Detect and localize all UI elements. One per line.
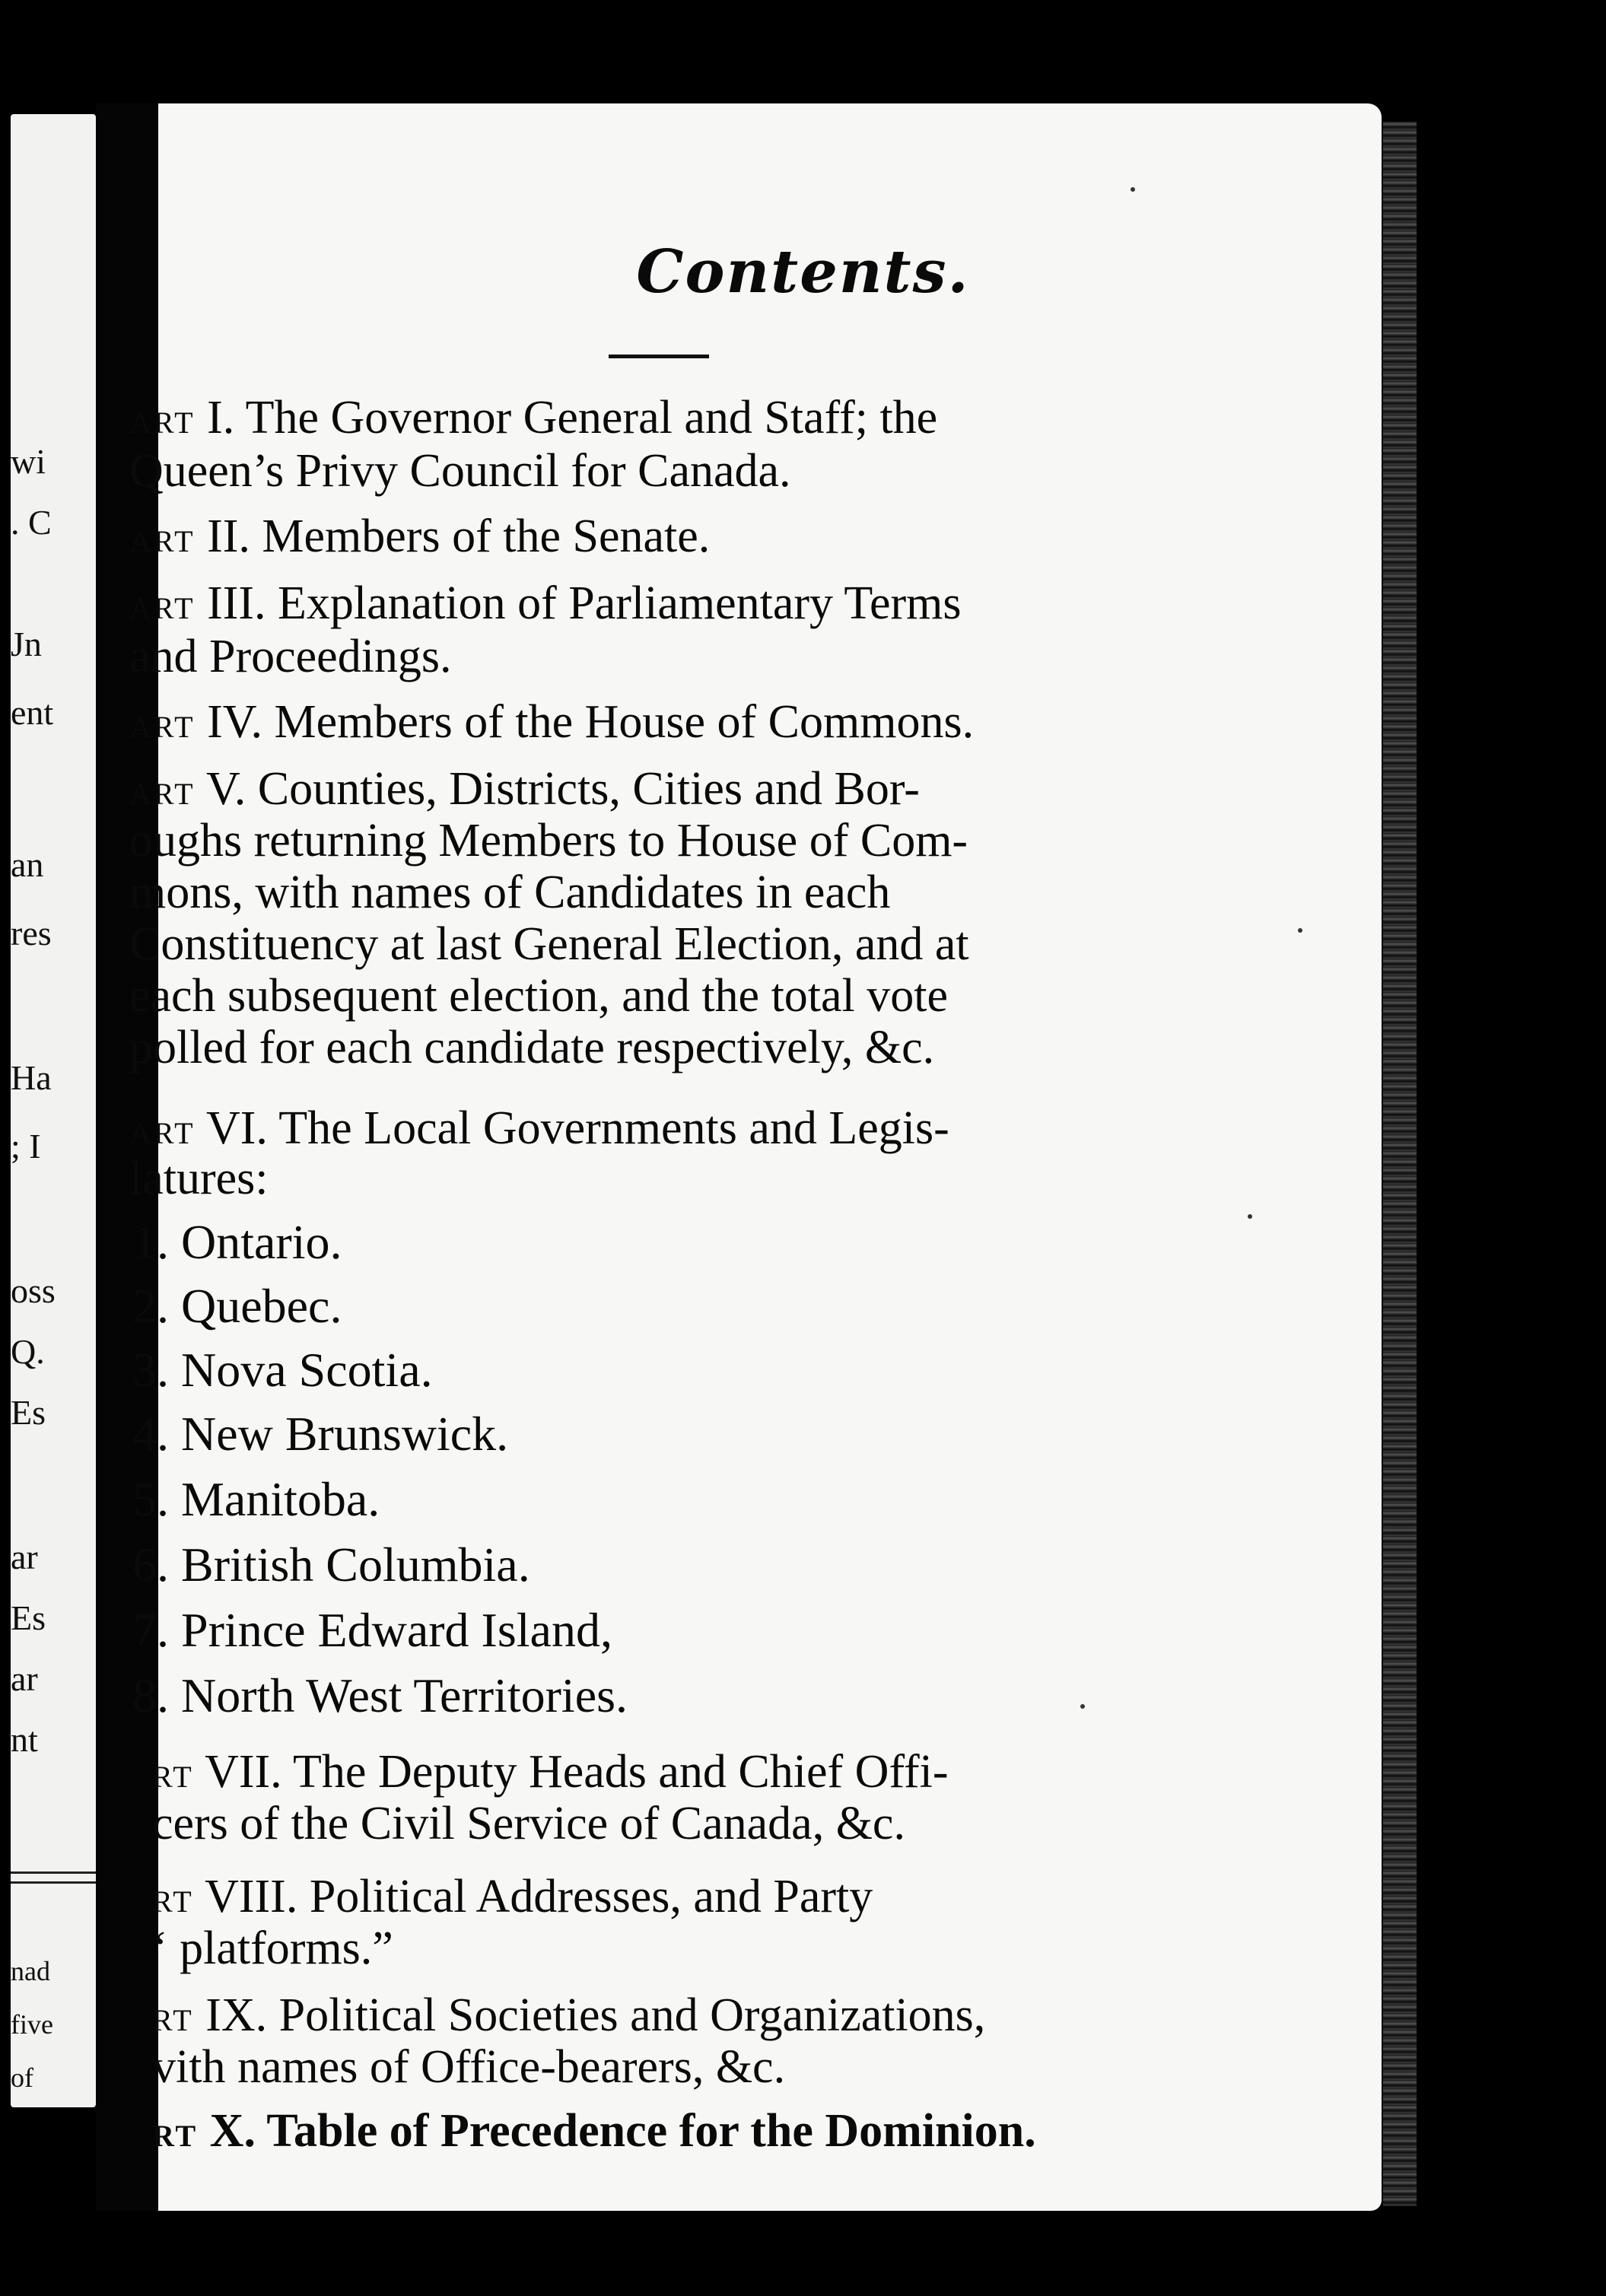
- margin-fragment: oss: [11, 1271, 56, 1310]
- margin-fragment: ar: [11, 1538, 38, 1576]
- part-text: III. Explanation of Parliamentary Terms: [207, 577, 962, 629]
- margin-fragment: res: [11, 914, 52, 952]
- part-text: V. Counties, Districts, Cities and Bor-: [206, 763, 920, 815]
- part-entry-continuation: and Proceedings.: [129, 631, 452, 682]
- part-text: VIII. Political Addresses, and Party: [205, 1871, 873, 1922]
- part-entry: [129, 578, 961, 634]
- margin-fragment: Es: [11, 1393, 46, 1432]
- part-prefix: RT: [152, 1760, 194, 1794]
- part-prefix: ART: [129, 524, 196, 558]
- province-item: 3. Nova Scotia.: [132, 1343, 433, 1397]
- part-prefix: ART: [129, 405, 196, 440]
- margin-fragment: an: [11, 845, 44, 884]
- part-entry: [152, 2106, 1036, 2161]
- part-entry-continuation: polled for each candidate respectively, &c.: [129, 1022, 935, 1073]
- part-entry-continuation: vith names of Office-bearers, &c.: [152, 2041, 786, 2093]
- province-item: 7. Prince Edward Island,: [132, 1603, 612, 1657]
- part-prefix: ART: [129, 1116, 196, 1150]
- part-entry-continuation: mons, with names of Candidates in each: [129, 867, 891, 918]
- margin-fragment: ; I: [11, 1127, 41, 1165]
- previous-page-edge: [11, 114, 96, 2107]
- part-text: VI. The Local Governments and Legis-: [206, 1102, 949, 1154]
- margin-fragment: . C: [11, 503, 52, 542]
- province-item: 5. Manitoba.: [132, 1472, 380, 1526]
- part-prefix: RT: [152, 1884, 194, 1919]
- part-prefix: RT: [152, 2003, 194, 2037]
- part-entry-continuation: each subsequent election, and the total vote: [129, 970, 949, 1022]
- part-entry-continuation: ‘ platforms.”: [152, 1922, 393, 1974]
- part-entry-continuation: oughs returning Members to House of Com-: [129, 815, 968, 867]
- part-entry: [129, 1103, 949, 1159]
- margin-fragment: ent: [11, 693, 54, 732]
- part-text: IX. Political Societies and Organizations,: [205, 1989, 986, 2041]
- part-text: IV. Members of the House of Commons.: [207, 696, 975, 748]
- part-entry: [129, 697, 974, 752]
- part-prefix: ART: [129, 777, 196, 811]
- part-entry: [152, 1990, 985, 2046]
- part-entry: [129, 764, 920, 819]
- print-speck: [1298, 928, 1302, 933]
- margin-fragment: of: [11, 2062, 33, 2093]
- part-entry-continuation: latures:: [129, 1153, 269, 1204]
- print-speck: [1131, 187, 1135, 192]
- margin-fragment: Es: [11, 1598, 46, 1637]
- part-prefix: ART: [129, 591, 196, 625]
- margin-rule: [11, 1871, 96, 1884]
- margin-fragment: Jn: [11, 625, 42, 663]
- province-item: 1. Ontario.: [132, 1215, 342, 1269]
- margin-fragment: wi: [11, 442, 46, 481]
- part-entry: [152, 1871, 873, 1927]
- margin-fragment: Ha: [11, 1058, 52, 1097]
- province-item: 6. British Columbia.: [132, 1538, 530, 1592]
- margin-fragment: nad: [11, 1956, 50, 1986]
- part-text: X. Table of Precedence for the Dominion.: [209, 2105, 1036, 2157]
- page-title: Contents.: [636, 237, 970, 307]
- title-rule: [609, 355, 709, 358]
- margin-fragment: five: [11, 2009, 53, 2040]
- part-prefix: RT: [152, 2119, 199, 2153]
- province-item: 4. New Brunswick.: [132, 1407, 509, 1461]
- margin-fragment: Q.: [11, 1332, 45, 1371]
- part-text: II. Members of the Senate.: [207, 510, 711, 562]
- province-item: 8. North West Territories.: [132, 1668, 628, 1722]
- part-entry: [152, 1747, 949, 1802]
- part-text: VII. The Deputy Heads and Chief Offi-: [205, 1746, 949, 1798]
- part-entry: [129, 393, 937, 448]
- part-entry-continuation: Constituency at last General Election, and at: [129, 918, 969, 970]
- part-entry: [129, 511, 710, 567]
- margin-fragment: nt: [11, 1720, 38, 1759]
- margin-fragment: ar: [11, 1659, 38, 1698]
- part-entry-continuation: cers of the Civil Service of Canada, &c.: [152, 1798, 905, 1849]
- province-item: 2. Quebec.: [132, 1279, 342, 1333]
- part-prefix: ART: [129, 710, 196, 744]
- part-entry-continuation: Queen’s Privy Council for Canada.: [129, 445, 791, 497]
- page-edge-texture: [1383, 122, 1417, 2206]
- print-speck: [1080, 1704, 1085, 1709]
- print-speck: [1248, 1214, 1252, 1219]
- part-text: I. The Governor General and Staff; the: [207, 392, 938, 444]
